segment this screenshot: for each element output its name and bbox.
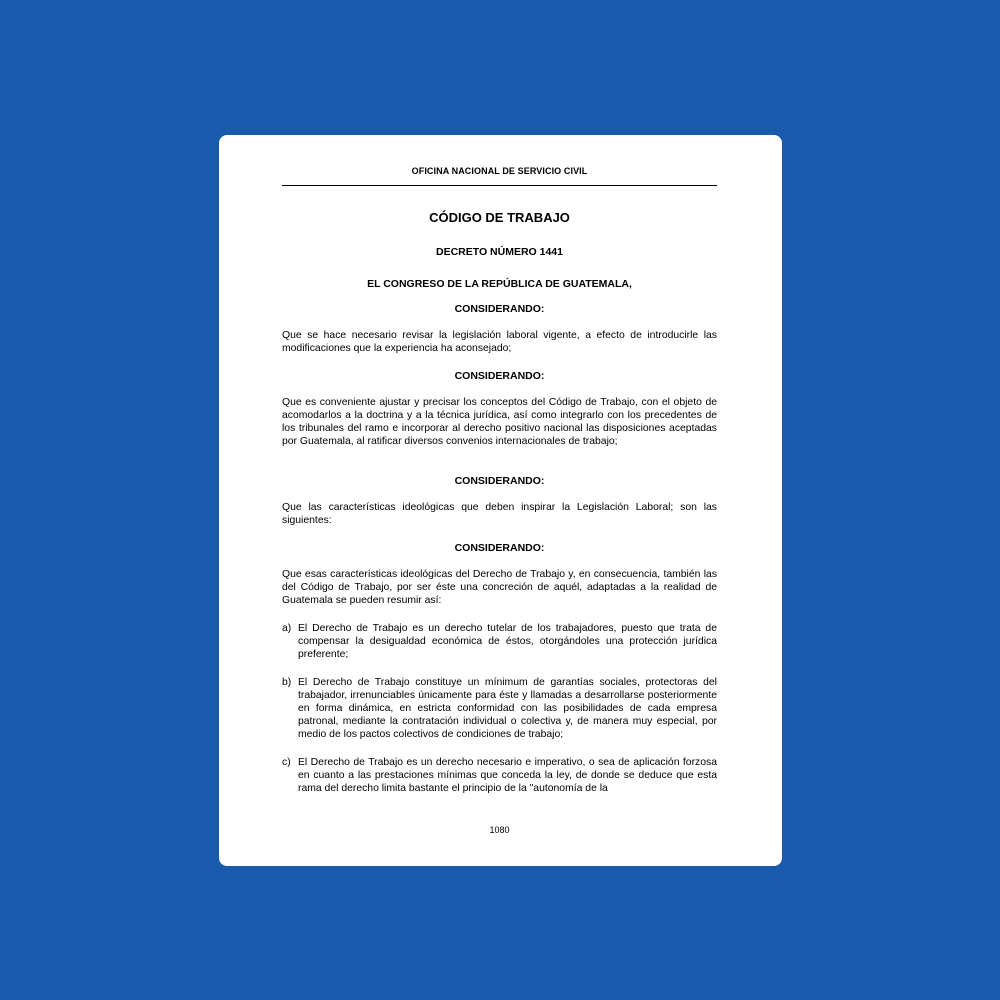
- list-item-text: El Derecho de Trabajo es un derecho tutelar de los trabajadores, puesto que trata de compensar la desigualdad económica de éstos, otorgándoles una protección jurídica preferente;: [298, 623, 717, 660]
- page-number: 1080: [489, 825, 510, 835]
- paragraph-1: Que se hace necesario revisar la legislación laboral vigente, a efecto de introducirle las modificaciones que la experiencia ha aconsejado;: [282, 330, 717, 354]
- paragraph-3: Que las características ideológicas que deben inspirar la Legislación Laboral; son las siguientes:: [282, 502, 717, 526]
- document-page: [219, 135, 782, 866]
- decree-number: DECRETO NÚMERO 1441: [435, 246, 563, 258]
- list-marker: b): [282, 677, 292, 688]
- considerando-heading-4: CONSIDERANDO:: [454, 542, 545, 554]
- list-marker: c): [282, 757, 291, 768]
- considerando-heading-1: CONSIDERANDO:: [454, 303, 545, 315]
- list-item-text: El Derecho de Trabajo es un derecho necesario e imperativo, o sea de aplicación forzosa en cuanto a las prestaciones mínimas que conceda la ley, de donde se deduce que esta rama del derecho limita bastante el principio de la "autonomía de la: [298, 757, 717, 794]
- considerando-heading-3: CONSIDERANDO:: [454, 475, 545, 487]
- list-item-b: [282, 676, 717, 741]
- list-item-a: [282, 622, 717, 661]
- paragraph-2: Que es conveniente ajustar y precisar los conceptos del Código de Trabajo, con el objeto de acomodarlos a la doctrina y a la técnica jurídica, así como integrarlo con los precedentes de los tribunales del ramo e incorporar al derecho positivo nacional las disposiciones aceptadas por Guatemala, al ratificar diversos convenios internacionales de trabajo;: [282, 397, 717, 447]
- list-item-text: El Derecho de Trabajo constituye un mínimum de garantías sociales, protectoras del trabajador, irrenunciables únicamente para éste y llamadas a desarrollarse posteriormente en forma dinámica, en estricta conformidad con las posibilidades de cada empresa patronal, mediante la contratación individual o colectiva y, de manera muy especial, por medio de los pactos colectivos de condiciones de trabajo;: [298, 677, 717, 740]
- page-header: OFICINA NACIONAL DE SERVICIO CIVIL: [411, 166, 588, 176]
- list-marker: a): [282, 623, 292, 634]
- header-divider: [282, 185, 717, 186]
- considerando-heading-2: CONSIDERANDO:: [454, 370, 545, 382]
- document-title: CÓDIGO DE TRABAJO: [429, 210, 570, 225]
- congress-heading: EL CONGRESO DE LA REPÚBLICA DE GUATEMALA,: [367, 278, 632, 290]
- paragraph-4: Que esas características ideológicas del Derecho de Trabajo y, en consecuencia, también las del Código de Trabajo, por ser éste una concreción de aquél, adaptadas a la realidad de Guatemala se pueden resumir así:: [282, 569, 717, 606]
- list-item-c: [282, 756, 717, 795]
